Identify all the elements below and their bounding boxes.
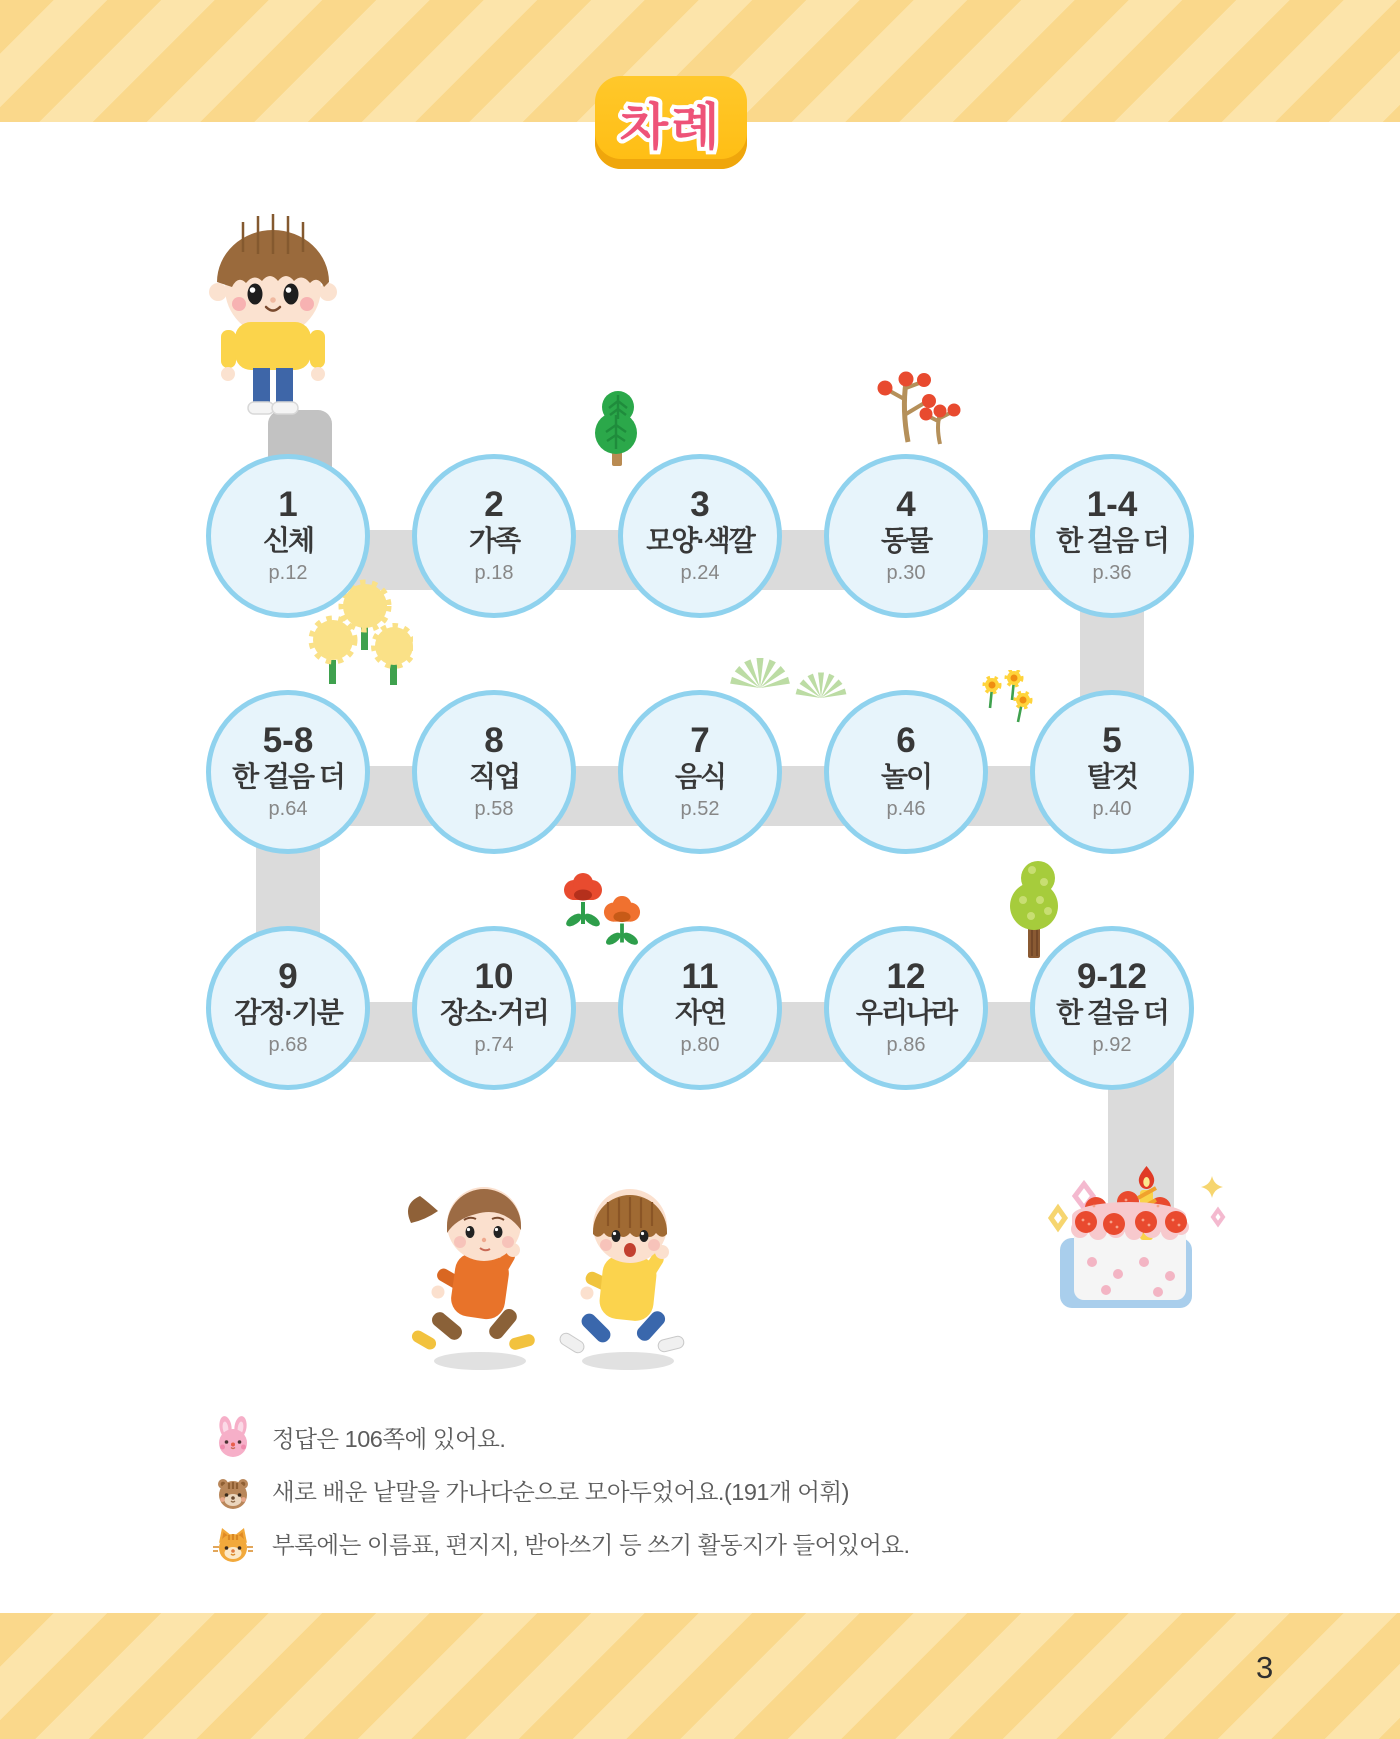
toc-node-5-8	[206, 690, 370, 854]
node-number: 12	[886, 956, 926, 996]
node-label: 우리나라	[855, 997, 957, 1029]
node-number: 4	[896, 484, 916, 524]
node-label: 음식	[674, 761, 726, 793]
toc-node-1-4	[1030, 454, 1194, 618]
node-page: p.80	[680, 1034, 720, 1057]
node-label: 장소·거리	[440, 997, 548, 1029]
footnote-row	[212, 1522, 910, 1564]
node-label: 모양·색깔	[646, 525, 754, 557]
node-label: 놀이	[880, 761, 932, 793]
toc-node-4	[824, 454, 988, 618]
standing-boy-character	[206, 190, 340, 418]
birthday-cake-icon	[1036, 1132, 1226, 1312]
title-badge	[595, 76, 747, 169]
node-page: p.68	[268, 1034, 308, 1057]
toc-node-1	[206, 454, 370, 618]
round-tree-icon	[1006, 856, 1064, 960]
node-page: p.52	[680, 798, 720, 821]
footnote-row	[212, 1416, 505, 1458]
node-number: 2	[484, 484, 504, 524]
node-number: 9-12	[1076, 956, 1148, 996]
tulip-flowers-icon	[550, 870, 655, 948]
node-number: 10	[474, 956, 514, 996]
node-page: p.24	[680, 562, 720, 585]
node-page: p.30	[886, 562, 926, 585]
node-number: 5-8	[262, 720, 314, 760]
bottom-striped-band	[0, 1613, 1400, 1739]
toc-node-10	[412, 926, 576, 1090]
page-title: 차례	[619, 98, 723, 155]
node-number: 5	[1102, 720, 1122, 760]
node-label: 자연	[674, 997, 726, 1029]
node-page: p.18	[474, 562, 514, 585]
node-page: p.58	[474, 798, 514, 821]
footnote-text: 정답은 106쪽에 있어요.	[272, 1426, 506, 1452]
node-label: 신체	[262, 525, 314, 557]
node-page: p.36	[1092, 562, 1132, 585]
tree-icon	[591, 389, 641, 467]
node-page: p.64	[268, 798, 308, 821]
toc-node-8	[412, 690, 576, 854]
toc-node-9	[206, 926, 370, 1090]
small-flowers-icon	[980, 670, 1035, 732]
squirrel-icon	[212, 1469, 254, 1511]
toc-node-9-12	[1030, 926, 1194, 1090]
node-number: 3	[690, 484, 710, 524]
node-number: 11	[681, 956, 719, 996]
toc-node-3	[618, 454, 782, 618]
running-kids-characters	[400, 1168, 700, 1373]
node-label: 가족	[468, 525, 520, 557]
footnote-text: 새로 배운 낱말을 가나다순으로 모아두었어요.(191개 어휘)	[272, 1479, 849, 1505]
toc-node-11	[618, 926, 782, 1090]
footnote-text: 부록에는 이름표, 편지지, 받아쓰기 등 쓰기 활동지가 들어있어요.	[272, 1532, 910, 1558]
node-label: 한 걸음 더	[232, 761, 344, 793]
node-page: p.46	[886, 798, 926, 821]
page-number: 3	[1256, 1650, 1274, 1685]
node-page: p.12	[268, 562, 308, 585]
node-number: 1-4	[1086, 484, 1138, 524]
node-label: 한 걸음 더	[1056, 997, 1168, 1029]
grass-icon	[726, 650, 856, 702]
node-label: 감정·기분	[234, 997, 342, 1029]
node-label: 한 걸음 더	[1056, 525, 1168, 557]
node-number: 6	[896, 720, 916, 760]
node-page: p.86	[886, 1034, 926, 1057]
node-number: 1	[278, 484, 298, 524]
node-number: 7	[690, 720, 710, 760]
node-label: 동물	[880, 525, 932, 557]
toc-node-5	[1030, 690, 1194, 854]
rabbit-icon	[212, 1416, 254, 1458]
node-label: 직업	[468, 761, 520, 793]
berries-icon	[872, 370, 964, 446]
footnote-row	[212, 1469, 849, 1511]
node-label: 탈것	[1086, 761, 1138, 793]
cat-icon	[212, 1522, 254, 1564]
toc-node-6	[824, 690, 988, 854]
node-page: p.92	[1092, 1034, 1132, 1057]
node-number: 8	[484, 720, 504, 760]
toc-node-7	[618, 690, 782, 854]
toc-node-12	[824, 926, 988, 1090]
node-number: 9	[278, 956, 298, 996]
node-page: p.40	[1092, 798, 1132, 821]
toc-node-2	[412, 454, 576, 618]
node-page: p.74	[474, 1034, 514, 1057]
